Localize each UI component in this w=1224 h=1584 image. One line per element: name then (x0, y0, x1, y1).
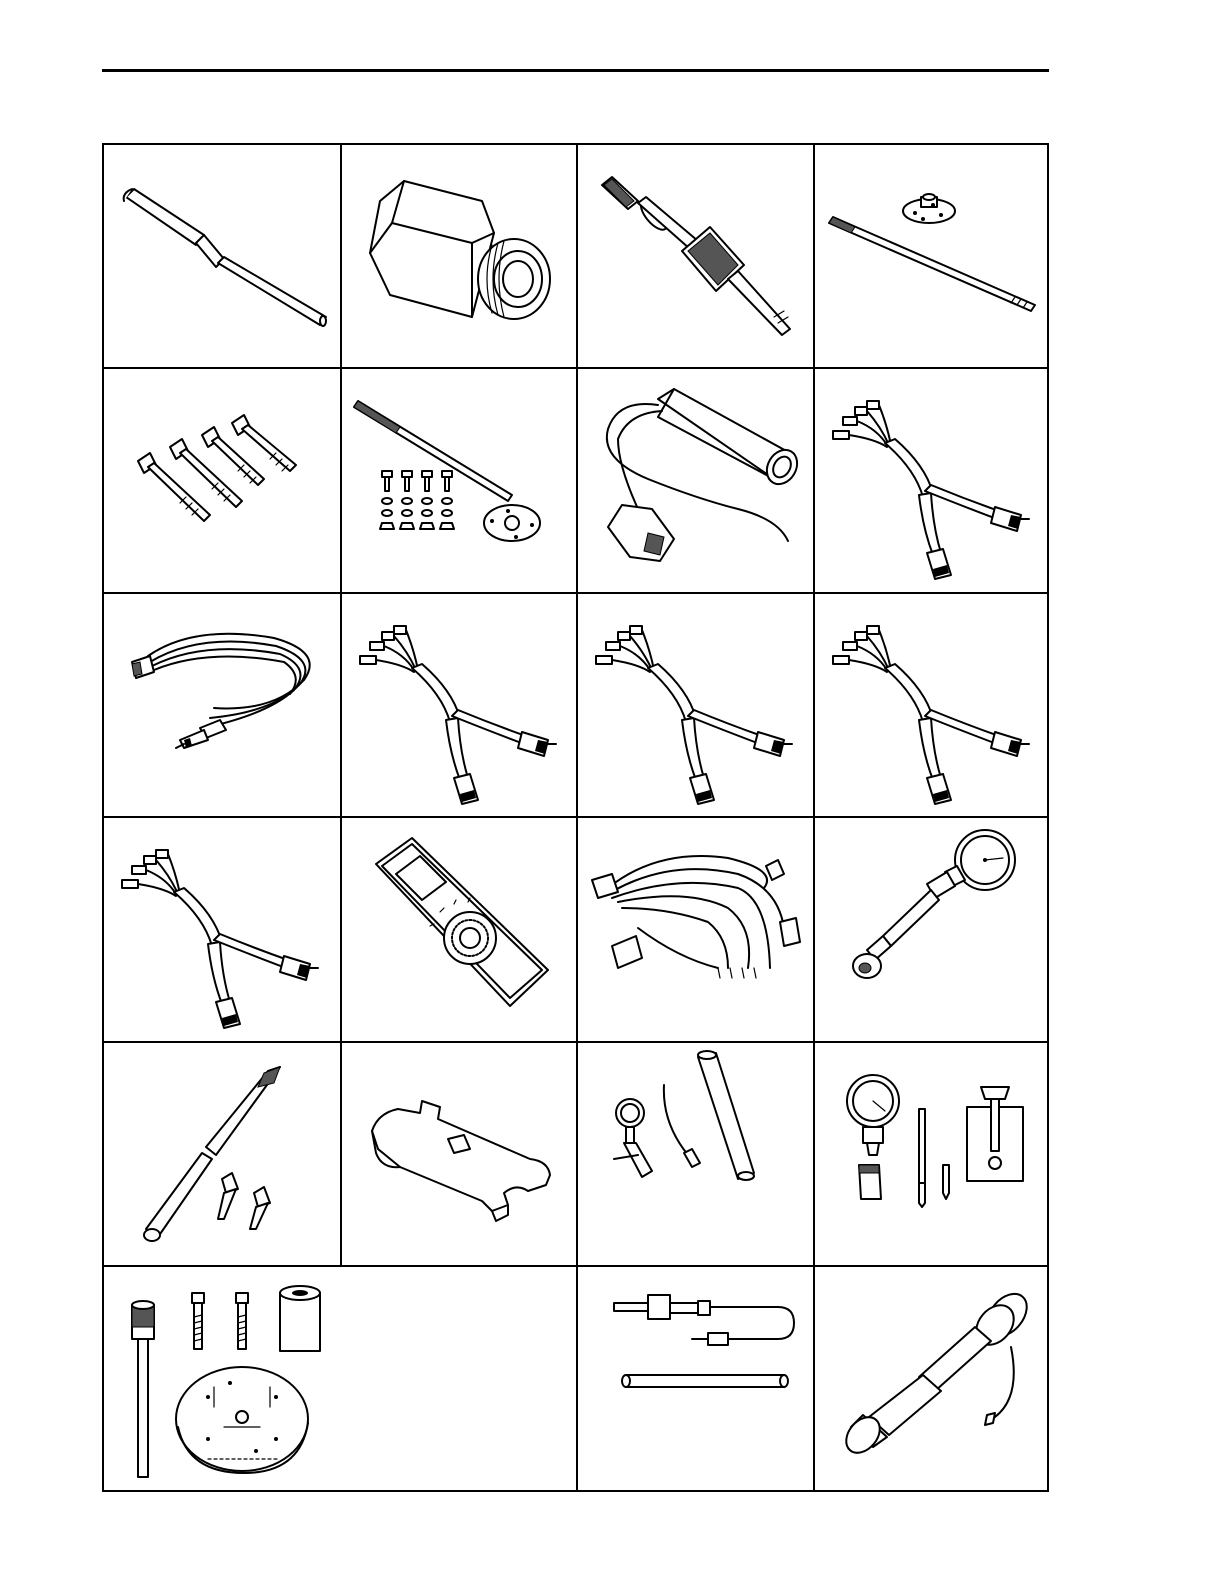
diagnostic-cable-set-icon (578, 818, 813, 1041)
tool-cell-r5c2 (342, 1043, 576, 1265)
tool-cell-r2c4 (815, 369, 1047, 592)
tool-cell-r2c3 (578, 369, 813, 592)
tool-cell-r6c1-2 (104, 1267, 576, 1490)
test-harness-icon (815, 369, 1047, 592)
tool-cell-r3c4 (815, 594, 1047, 816)
tool-cell-r3c1 (104, 594, 340, 816)
tool-cell-r4c2 (342, 818, 576, 1041)
bolt-set-icon (104, 369, 340, 592)
tool-cell-r6c4 (815, 1267, 1047, 1490)
inductive-pickup-tube-icon (578, 369, 813, 592)
tool-cell-r1c2 (342, 145, 576, 367)
tool-cell-r4c1 (104, 818, 340, 1041)
tool-cell-r4c4 (815, 818, 1047, 1041)
tool-cell-r5c4 (815, 1043, 1047, 1265)
tool-cell-r5c1 (104, 1043, 340, 1265)
tool-cell-r2c2 (342, 369, 576, 592)
tool-cell-r1c4 (815, 145, 1047, 367)
tool-cell-r5c3 (578, 1043, 813, 1265)
test-harness-icon (104, 818, 340, 1041)
tool-cell-r1c3 (578, 145, 813, 367)
digital-multimeter-icon (342, 818, 576, 1041)
compression-gauge-icon (815, 818, 1047, 1041)
special-tools-grid (102, 143, 1049, 1492)
pressure-tester-kit-icon (578, 1043, 813, 1265)
tool-cell-r1c1 (104, 145, 340, 367)
dial-gauge-kit-icon (815, 1043, 1047, 1265)
threaded-adapter-icon (342, 145, 576, 367)
tool-cell-r3c3 (578, 594, 813, 816)
slide-hammer-icon (578, 145, 813, 367)
extension-bar-with-tips-icon (104, 1043, 340, 1265)
test-harness-icon (578, 594, 813, 816)
puller-rod-with-plate-icon (815, 145, 1047, 367)
puller-rod-plate-and-bolts-icon (342, 369, 576, 592)
test-harness-icon (342, 594, 576, 816)
tool-cell-r4c3 (578, 818, 813, 1041)
hydraulic-puller-icon (815, 1267, 1047, 1490)
spanner-wrench-icon (342, 1043, 576, 1265)
long-installer-rod-icon (104, 145, 340, 367)
test-lead-cable-icon (104, 594, 340, 816)
bearing-installer-kit-icon (104, 1267, 576, 1490)
temperature-sensor-kit-icon (578, 1267, 813, 1490)
tool-cell-r6c3 (578, 1267, 813, 1490)
header-rule (102, 69, 1049, 72)
tool-cell-r2c1 (104, 369, 340, 592)
tool-cell-r3c2 (342, 594, 576, 816)
test-harness-icon (815, 594, 1047, 816)
